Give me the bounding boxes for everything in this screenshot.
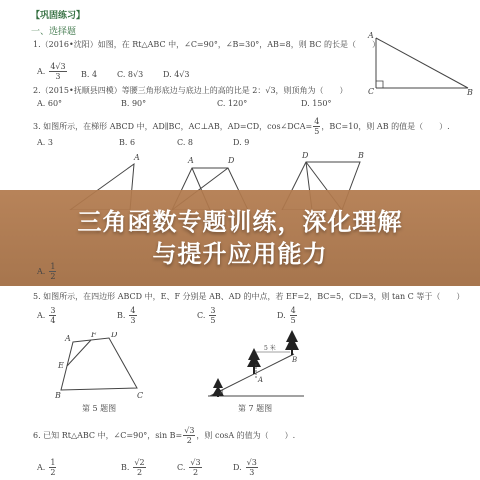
q5-label-e: E: [58, 361, 64, 370]
q6-option-a[interactable]: A. $\frac{1}{2}$: [37, 458, 56, 477]
q1-label-a: A: [368, 31, 374, 40]
q3-option-b[interactable]: B. 6: [119, 138, 136, 147]
fig7-angle-label: a: [220, 389, 224, 396]
section-title: 一、选择题: [31, 27, 77, 37]
q3-fig1-label-a: A: [134, 153, 140, 162]
q5-option-a[interactable]: A. $\frac{3}{4}$: [37, 306, 56, 325]
q4-options: [37, 262, 56, 281]
q3-fig2-label-d: D: [228, 156, 235, 165]
q1-option-b[interactable]: B. 4: [81, 69, 98, 79]
q5-options: [37, 306, 297, 325]
q3-fig3-label-b: B: [358, 151, 364, 160]
q3-fig3-label-d: D: [302, 151, 309, 160]
q5-label-c: C: [137, 391, 144, 400]
q1-option-d[interactable]: D. 4√3: [163, 69, 190, 79]
q1-triangle-figure: [360, 28, 480, 100]
q2-options: [37, 99, 331, 108]
q3-cos-fraction: $\frac{4}{5}$: [314, 117, 320, 136]
q6-text: 6. 已知 Rt△ABC 中，∠C=90°，sin B= $\frac{√3}{2}$ ，则 cosA 的值为（ ）.: [33, 426, 296, 445]
q1-options: [37, 62, 190, 81]
q5-option-c[interactable]: C. $\frac{3}{5}$: [197, 306, 216, 325]
q2-option-a[interactable]: A. 60°: [37, 99, 63, 108]
q2-text: 2.（2015•抚顺县四模）等腰三角形底边与底边上的高的比是 2：√3，则顶角为（ ）: [33, 86, 348, 95]
q5-option-b[interactable]: B. $\frac{4}{3}$: [117, 306, 136, 325]
q2-option-b[interactable]: B. 90°: [121, 99, 147, 108]
q6-option-d[interactable]: D. $\frac{√3}{3}$: [233, 458, 257, 477]
q5-text: 5. 如图所示，在四边形 ABCD 中，E、F 分别是 AB、AD 的中点，若 EF=2，BC=5，CD=3，则 tan C 等于（ ）: [33, 292, 465, 301]
fig7-distance-label: 5 米: [264, 345, 276, 352]
tree-icon-3: [285, 330, 299, 355]
q5-label-a: A: [65, 334, 71, 343]
q3-options: [37, 138, 249, 147]
banner-title-line2: 与提升应用能力: [152, 240, 328, 268]
q3-text: 3. 如图所示，在梯形 ABCD 中，AD∥BC，AC⊥AB，AD=CD，cos∠DCA= $\frac{4}{5}$ ，BC=10，则 AB 的值是（ ）.: [33, 117, 450, 136]
fig7-slope-figure: [206, 326, 306, 400]
q5-label-b: B: [55, 391, 61, 400]
q5-quadrilateral-figure: [55, 332, 145, 402]
q5-figure-caption: 第 5 题图: [82, 404, 117, 413]
fig7-caption: 第 7 题图: [238, 404, 273, 413]
q2-option-d[interactable]: D. 150°: [301, 99, 332, 108]
q6-options: [37, 458, 258, 477]
worksheet-header: 【巩固练习】: [31, 11, 86, 21]
q4-option-a[interactable]: A. $\frac{1}{2}$: [37, 262, 56, 281]
q1-option-c[interactable]: C. 8√3: [117, 69, 144, 79]
q3-option-c[interactable]: C. 8: [177, 138, 194, 147]
banner-title-line1: 三角函数专题训练，深化理解: [77, 208, 403, 236]
q5-label-d: D: [111, 332, 118, 339]
q3-fig2-label-a: A: [188, 156, 194, 165]
q1-label-c: C: [368, 87, 375, 96]
fig7-label-b: B: [292, 356, 298, 364]
q6-sin-fraction: $\frac{√3}{2}$: [184, 426, 195, 445]
q1-option-a[interactable]: A. $\frac{4√3}{3}$: [37, 62, 66, 81]
q6-option-b[interactable]: B. $\frac{√2}{2}$: [121, 458, 145, 477]
q1-option-a-fraction: $\frac{4√3}{3}$: [50, 62, 66, 81]
q6-option-c[interactable]: C. $\frac{√3}{2}$: [177, 458, 201, 477]
q3-option-a[interactable]: A. 3: [37, 138, 53, 147]
fig7-label-a: A: [258, 376, 264, 384]
q3-option-d[interactable]: D. 9: [233, 138, 250, 147]
q5-option-d[interactable]: D. $\frac{4}{5}$: [277, 306, 296, 325]
title-banner: [0, 190, 480, 286]
q1-label-b: B: [467, 88, 473, 97]
q1-text: 1.（2016•沈阳）如图，在 Rt△ABC 中，∠C=90°，∠B=30°，AB=8，则 BC 的长是（ ）: [33, 40, 380, 49]
q2-option-c[interactable]: C. 120°: [217, 99, 248, 108]
q5-label-f: F: [91, 332, 97, 339]
